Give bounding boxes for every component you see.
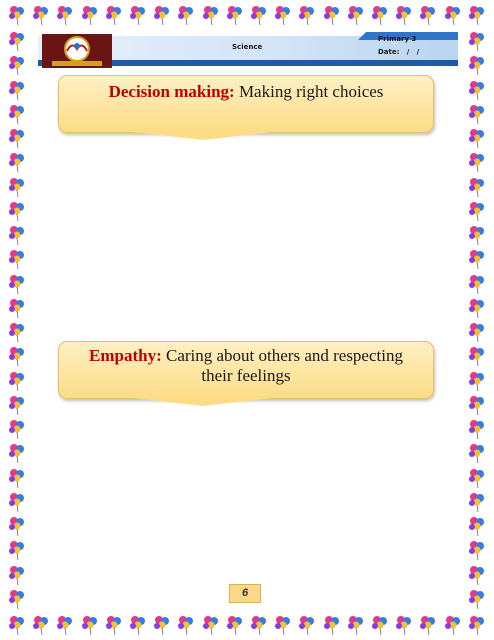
balloon-cluster-icon	[103, 4, 125, 26]
balloon-cluster-icon	[30, 614, 52, 636]
balloon-cluster-icon	[466, 539, 488, 561]
balloon-cluster-icon	[272, 614, 294, 636]
balloon-cluster-icon	[442, 4, 464, 26]
callout-text	[59, 76, 433, 102]
balloon-cluster-icon	[393, 614, 415, 636]
balloon-cluster-icon	[248, 4, 270, 26]
balloon-cluster-icon	[6, 151, 28, 173]
page-number: 6	[229, 584, 261, 603]
balloon-cluster-icon	[466, 588, 488, 610]
balloon-cluster-icon	[54, 4, 76, 26]
balloon-cluster-icon	[103, 614, 125, 636]
balloon-cluster-icon	[6, 79, 28, 101]
balloon-cluster-icon	[127, 4, 149, 26]
balloon-cluster-icon	[417, 4, 439, 26]
balloon-cluster-icon	[6, 491, 28, 513]
balloon-cluster-icon	[466, 224, 488, 246]
balloon-cluster-icon	[466, 564, 488, 586]
balloon-cluster-icon	[79, 614, 101, 636]
balloon-cluster-icon	[466, 79, 488, 101]
balloon-cluster-icon	[151, 614, 173, 636]
balloon-cluster-icon	[466, 394, 488, 416]
grade-label: Primary 3	[378, 35, 417, 43]
balloon-cluster-icon	[6, 394, 28, 416]
term-label: Decision making:	[108, 82, 235, 101]
balloon-cluster-icon	[6, 54, 28, 76]
term-label: Empathy:	[89, 346, 162, 365]
balloon-cluster-icon	[6, 200, 28, 222]
balloon-cluster-icon	[6, 588, 28, 610]
date-field[interactable]: Date: / /	[378, 48, 420, 56]
worksheet-header	[38, 32, 458, 70]
callout-text	[59, 342, 433, 386]
balloon-cluster-icon	[6, 539, 28, 561]
balloon-cluster-icon	[6, 345, 28, 367]
balloon-cluster-icon	[6, 30, 28, 52]
balloon-cluster-icon	[466, 345, 488, 367]
balloon-cluster-icon	[466, 103, 488, 125]
balloon-cluster-icon	[466, 54, 488, 76]
balloon-cluster-icon	[151, 4, 173, 26]
balloon-cluster-icon	[272, 4, 294, 26]
balloon-cluster-icon	[6, 515, 28, 537]
balloon-cluster-icon	[6, 614, 28, 636]
balloon-cluster-icon	[466, 418, 488, 440]
balloon-cluster-icon	[466, 151, 488, 173]
definition-text: Caring about others and respecting their feelings	[161, 346, 403, 385]
balloon-cluster-icon	[321, 614, 343, 636]
balloon-cluster-icon	[417, 614, 439, 636]
balloon-cluster-icon	[6, 4, 28, 26]
definition-text: Making right choices	[234, 82, 384, 101]
balloon-cluster-icon	[224, 4, 246, 26]
balloon-cluster-icon	[442, 614, 464, 636]
balloon-cluster-icon	[345, 4, 367, 26]
balloon-cluster-icon	[466, 248, 488, 270]
balloon-cluster-icon	[466, 467, 488, 489]
balloon-cluster-icon	[54, 614, 76, 636]
balloon-cluster-icon	[200, 4, 222, 26]
balloon-cluster-icon	[296, 614, 318, 636]
balloon-border-left	[6, 30, 28, 610]
balloon-cluster-icon	[466, 491, 488, 513]
balloon-cluster-icon	[224, 614, 246, 636]
balloon-cluster-icon	[466, 273, 488, 295]
balloon-cluster-icon	[6, 248, 28, 270]
balloon-cluster-icon	[466, 200, 488, 222]
balloon-cluster-icon	[127, 614, 149, 636]
callout-decision-making	[58, 75, 434, 133]
balloon-cluster-icon	[369, 614, 391, 636]
balloon-cluster-icon	[6, 297, 28, 319]
balloon-cluster-icon	[466, 370, 488, 392]
balloon-cluster-icon	[6, 321, 28, 343]
balloon-cluster-icon	[175, 4, 197, 26]
subject-label: Science	[232, 43, 263, 51]
balloon-cluster-icon	[6, 564, 28, 586]
balloon-cluster-icon	[6, 176, 28, 198]
balloon-cluster-icon	[296, 4, 318, 26]
balloon-cluster-icon	[466, 515, 488, 537]
callout-empathy	[58, 341, 434, 399]
balloon-cluster-icon	[466, 30, 488, 52]
balloon-cluster-icon	[466, 442, 488, 464]
balloon-cluster-icon	[321, 4, 343, 26]
balloon-cluster-icon	[466, 614, 488, 636]
balloon-cluster-icon	[466, 176, 488, 198]
balloon-border-bottom	[6, 614, 488, 636]
balloon-cluster-icon	[393, 4, 415, 26]
balloon-cluster-icon	[6, 273, 28, 295]
balloon-cluster-icon	[466, 321, 488, 343]
balloon-cluster-icon	[345, 614, 367, 636]
balloon-cluster-icon	[466, 127, 488, 149]
balloon-cluster-icon	[79, 4, 101, 26]
balloon-cluster-icon	[466, 4, 488, 26]
balloon-cluster-icon	[200, 614, 222, 636]
balloon-cluster-icon	[6, 370, 28, 392]
balloon-cluster-icon	[6, 467, 28, 489]
balloon-cluster-icon	[6, 418, 28, 440]
balloon-cluster-icon	[30, 4, 52, 26]
balloon-cluster-icon	[6, 103, 28, 125]
balloon-border-right	[466, 30, 488, 610]
balloon-cluster-icon	[369, 4, 391, 26]
balloon-cluster-icon	[6, 127, 28, 149]
balloon-cluster-icon	[466, 297, 488, 319]
school-logo	[42, 34, 112, 68]
balloon-border-top	[6, 4, 488, 26]
balloon-cluster-icon	[6, 442, 28, 464]
balloon-cluster-icon	[175, 614, 197, 636]
balloon-cluster-icon	[248, 614, 270, 636]
balloon-cluster-icon	[6, 224, 28, 246]
